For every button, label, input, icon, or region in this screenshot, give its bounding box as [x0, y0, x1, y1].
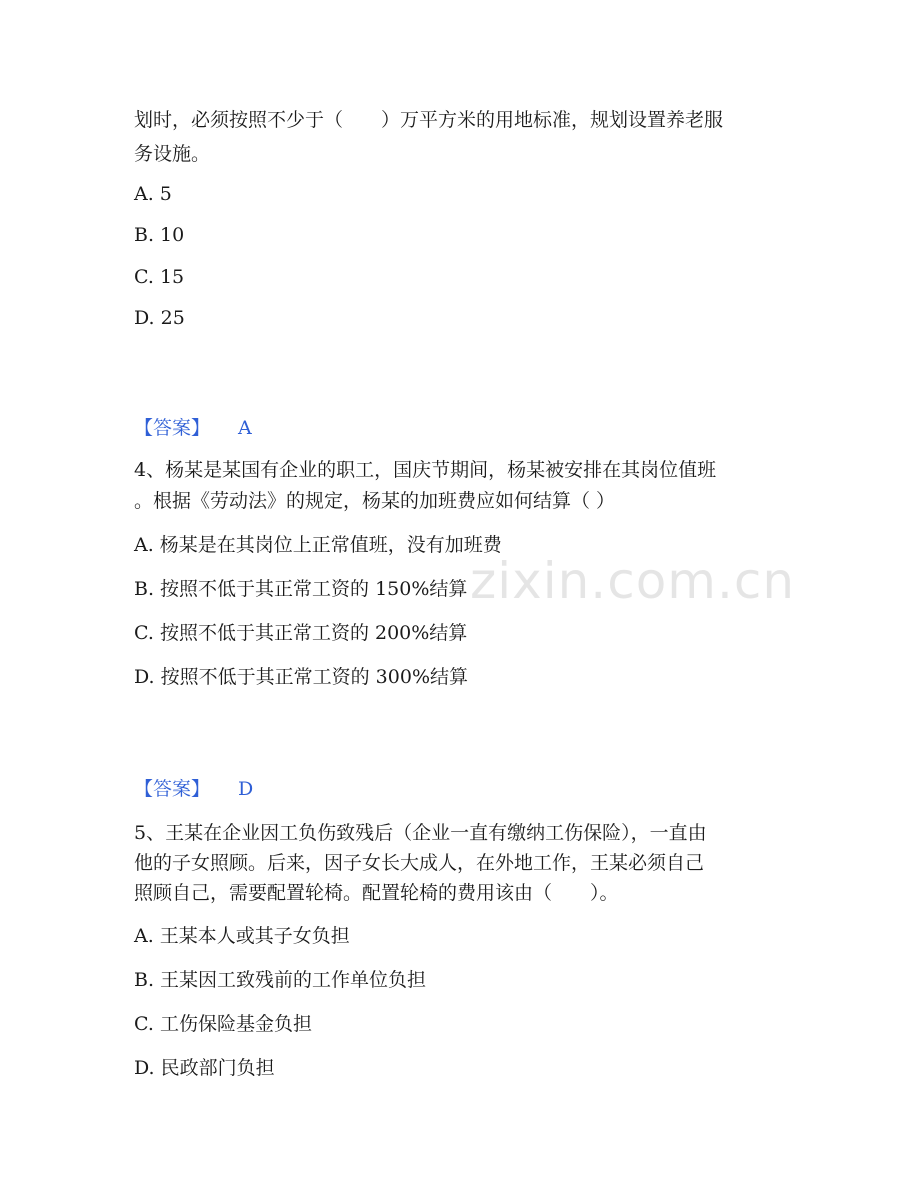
question-4-option-c: C. 按照不低于其正常工资的 200%结算	[134, 622, 468, 644]
answer-value: D	[238, 778, 254, 800]
question-4-stem-line-1: 4、杨某是某国有企业的职工，国庆节期间，杨某被安排在其岗位值班	[134, 459, 717, 481]
answer-label: 【答案】	[134, 417, 211, 439]
answer-label: 【答案】	[134, 778, 211, 800]
question-4-option-b: B. 按照不低于其正常工资的 150%结算	[134, 578, 468, 600]
answer-value: A	[238, 417, 252, 439]
question-3-answer	[134, 416, 252, 440]
question-5-option-a: A. 王某本人或其子女负担	[134, 925, 350, 947]
question-5-stem-line-2: 他的子女照顾。后来，因子女长大成人，在外地工作，王某必须自己	[134, 852, 705, 874]
question-5-stem-line-3: 照顾自己，需要配置轮椅。配置轮椅的费用该由（ ）。	[134, 882, 619, 904]
question-3-option-c: C. 15	[134, 266, 185, 288]
question-3-option-d: D. 25	[134, 307, 185, 329]
question-3-option-b: B. 10	[134, 224, 185, 246]
question-3-option-a: A. 5	[134, 183, 172, 205]
question-5-option-b: B. 王某因工致残前的工作单位负担	[134, 969, 427, 991]
question-4-option-d: D. 按照不低于其正常工资的 300%结算	[134, 666, 468, 688]
question-3-stem-line-2: 务设施。	[134, 143, 211, 165]
question-5-option-c: C. 工伤保险基金负担	[134, 1013, 312, 1035]
question-3-stem-line-1: 划时，必须按照不少于（ ）万平方米的用地标准，规划设置养老服	[134, 109, 724, 131]
question-4-answer	[134, 777, 253, 801]
question-5-option-d: D. 民政部门负担	[134, 1057, 275, 1079]
question-5-stem-line-1: 5、王某在企业因工负伤致残后（企业一直有缴纳工伤保险），一直由	[134, 822, 707, 844]
question-4-option-a: A. 杨某是在其岗位上正常值班，没有加班费	[134, 534, 502, 556]
question-4-stem-line-2: 。根据《劳动法》的规定，杨某的加班费应如何结算（ ）	[134, 490, 616, 512]
watermark: zixin.com.cn	[470, 552, 796, 610]
